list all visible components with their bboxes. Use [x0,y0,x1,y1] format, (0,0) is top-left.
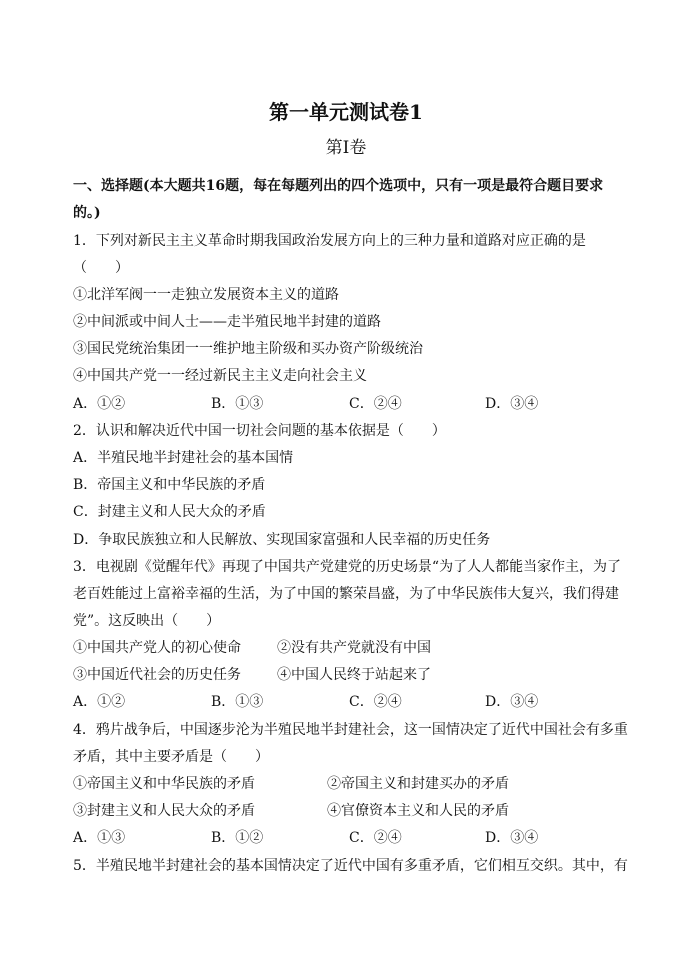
question-2-option-d[interactable]: D．争取民族独立和人民解放、实现国家富强和人民幸福的历史任务 [73,532,491,548]
question-1-option-a[interactable]: A．①② [73,396,126,412]
question-1-bracket: （ ） [73,260,129,276]
question-3-option-d[interactable]: D．③④ [485,694,539,710]
question-4-option-c[interactable]: C．②④ [349,830,402,846]
question-4-option-a[interactable]: A．①③ [73,830,126,846]
question-3-option-c[interactable]: C．②④ [349,694,402,710]
question-1-statement-3: ③国民党统治集团一一维护地主阶级和买办资产阶级统治 [73,341,423,357]
question-2-option-c[interactable]: C．封建主义和人民大众的矛盾 [73,504,266,520]
question-1-option-b[interactable]: B．①③ [211,396,264,412]
question-2-stem: 2．认识和解决近代中国一切社会问题的基本依据是（ ） [73,423,446,439]
volume-label: 第Ⅰ卷 [325,138,367,158]
question-4-option-b[interactable]: B．①② [211,830,264,846]
question-2-option-b[interactable]: B．帝国主义和中华民族的矛盾 [73,477,266,493]
question-4-stem-line1: 4．鸦片战争后，中国逐步沦为半殖民地半封建社会，这一国情决定了近代中国社会有多重 [73,722,628,738]
question-3-statement-4: ④中国人民终于站起来了 [277,667,431,683]
question-1-statement-1: ①北洋军阀一一走独立发展资本主义的道路 [73,287,339,303]
question-3-statement-1: ①中国共产党人的初心使命 [73,640,241,656]
question-1-statement-2: ②中间派或中间人士——走半殖民地半封建的道路 [73,314,381,330]
question-1-statement-4: ④中国共产党一一经过新民主主义走向社会主义 [73,368,367,384]
question-3-option-a[interactable]: A．①② [73,694,126,710]
question-1-option-c[interactable]: C．②④ [349,396,402,412]
section-heading-line1: 一、选择题(本大题共16题，每在每题列出的四个选项中，只有一项是最符合题目要求 [73,178,604,194]
question-3-option-b[interactable]: B．①③ [211,694,264,710]
question-3-statement-3: ③中国近代社会的历史任务 [73,667,241,683]
question-5-stem-line1: 5．半殖民地半封建社会的基本国情决定了近代中国有多重矛盾，它们相互交织。其中，有 [73,858,628,874]
question-1-stem: 1．下列对新民主主义革命时期我国政治发展方向上的三种力量和道路对应正确的是 [73,233,586,249]
question-3-stem-line3: 党”。这反映出（ ） [73,613,221,629]
question-3-stem-line2: 老百姓能过上富裕幸福的生活，为了中国的繁荣昌盛，为了中华民族伟大复兴，我们得建 [73,586,619,602]
question-4-statement-1: ①帝国主义和中华民族的矛盾 [73,776,255,792]
question-4-stem-line2: 矛盾，其中主要矛盾是（ ） [73,749,269,765]
question-2-option-a[interactable]: A．半殖民地半封建社会的基本国情 [73,450,294,466]
section-heading-line2: 的。) [73,205,101,221]
question-3-statement-2: ②没有共产党就没有中国 [277,640,431,656]
question-1-option-d[interactable]: D．③④ [485,396,539,412]
question-4-option-d[interactable]: D．③④ [485,830,539,846]
question-4-statement-2: ②帝国主义和封建买办的矛盾 [327,776,509,792]
exam-title: 第一单元测试卷1 [269,100,423,124]
question-3-stem-line1: 3．电视剧《觉醒年代》再现了中国共产党建党的历史场景“为了人人都能当家作主，为了 [73,559,622,575]
question-4-statement-3: ③封建主义和人民大众的矛盾 [73,803,255,819]
question-4-statement-4: ④官僚资本主义和人民的矛盾 [327,803,509,819]
